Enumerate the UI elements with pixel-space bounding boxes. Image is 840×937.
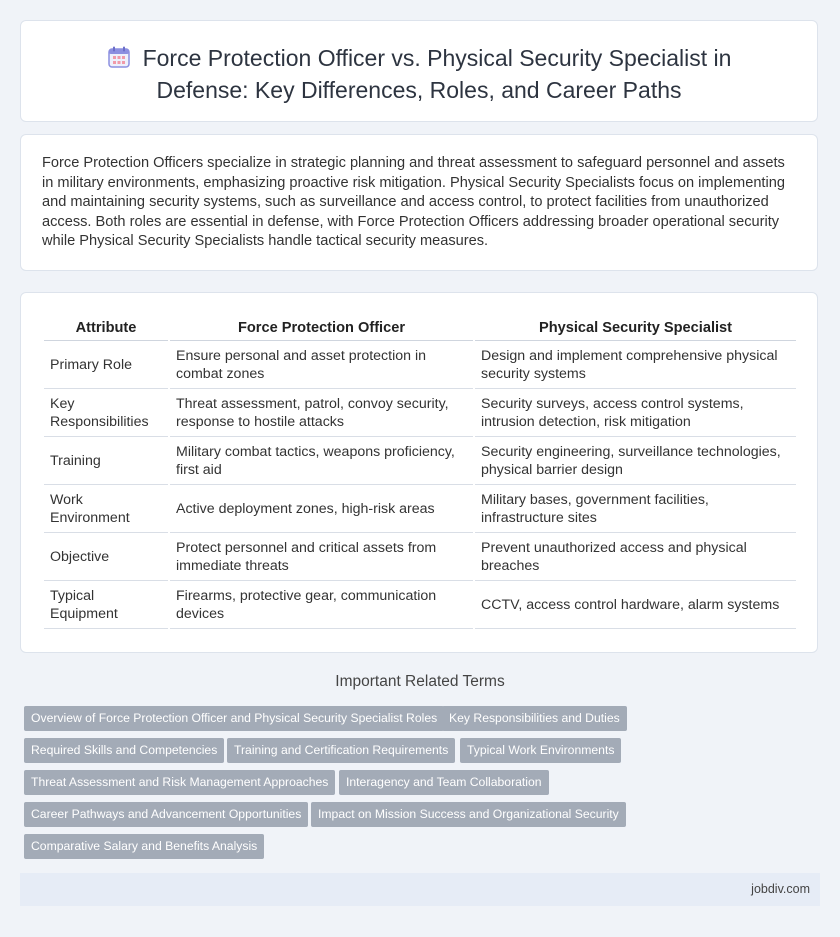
intro-paragraph: Force Protection Officers specialize in strategic planning and threat assessment to safeguard personnel and assets in military environments, emphasizing proactive risk mitigation. Physical Security Specialists focus on implementing and maintaining security systems, such as surveillance and access control, to protect facilities from unauthorized access. Both roles are essential in defense, with Force Protection Officers addressing broader operational security while Physical Security Specialists handle tactical security measures. <box>42 155 785 250</box>
related-tag[interactable]: Required Skills and Competencies <box>24 738 224 763</box>
table-row <box>44 389 796 437</box>
table-row <box>44 533 796 581</box>
title-line-1: Force Protection Officer vs. Physical Security Specialist in <box>142 45 732 71</box>
row-fpo-value: Ensure personal and asset protection in combat zones <box>170 341 473 389</box>
row-pss-value: Prevent unauthorized access and physical breaches <box>475 533 796 581</box>
row-pss-value: Military bases, government facilities, infrastructure sites <box>475 485 796 533</box>
row-attribute: Primary Role <box>44 341 168 389</box>
header-physical-security-specialist: Physical Security Specialist <box>475 314 796 341</box>
row-pss-value: Security surveys, access control systems, intrusion detection, risk mitigation <box>475 389 796 437</box>
related-tag[interactable]: Key Responsibilities and Duties <box>442 706 627 731</box>
row-attribute: Work Environment <box>44 485 168 533</box>
comparison-table <box>42 314 798 629</box>
header-attribute: Attribute <box>44 314 168 341</box>
table-row <box>44 341 796 389</box>
row-pss-value: Design and implement comprehensive physical security systems <box>475 341 796 389</box>
related-terms-heading: Important Related Terms <box>335 673 505 690</box>
row-pss-value: Security engineering, surveillance technologies, physical barrier design <box>475 437 796 485</box>
footer <box>20 873 820 906</box>
table-row <box>44 437 796 485</box>
row-fpo-value: Firearms, protective gear, communication devices <box>170 581 473 629</box>
page-title <box>21 44 817 105</box>
related-tag[interactable]: Training and Certification Requirements <box>227 738 455 763</box>
row-fpo-value: Military combat tactics, weapons proficiency, first aid <box>170 437 473 485</box>
intro-card <box>20 134 818 271</box>
row-fpo-value: Active deployment zones, high-risk areas <box>170 485 473 533</box>
table-row <box>44 485 796 533</box>
row-attribute: Objective <box>44 533 168 581</box>
related-tag[interactable]: Typical Work Environments <box>460 738 621 763</box>
footer-site-link[interactable]: jobdiv.com <box>751 882 810 896</box>
title-line-2: Defense: Key Differences, Roles, and Career Paths <box>156 77 682 103</box>
header-force-protection-officer: Force Protection Officer <box>170 314 473 341</box>
related-tag[interactable]: Impact on Mission Success and Organizational Security <box>311 802 626 827</box>
related-tag[interactable]: Threat Assessment and Risk Management Approaches <box>24 770 335 795</box>
row-attribute: Key Responsibilities <box>44 389 168 437</box>
row-attribute: Training <box>44 437 168 485</box>
related-tag[interactable]: Career Pathways and Advancement Opportunities <box>24 802 308 827</box>
row-fpo-value: Threat assessment, patrol, convoy security, response to hostile attacks <box>170 389 473 437</box>
related-tag[interactable]: Interagency and Team Collaboration <box>339 770 549 795</box>
table-header-row <box>44 314 796 341</box>
related-tag[interactable]: Overview of Force Protection Officer and Physical Security Specialist Roles <box>24 706 444 731</box>
row-pss-value: CCTV, access control hardware, alarm systems <box>475 581 796 629</box>
header-card <box>20 20 818 122</box>
related-tag[interactable]: Comparative Salary and Benefits Analysis <box>24 834 264 859</box>
calendar-icon <box>107 45 131 76</box>
table-row <box>44 581 796 629</box>
comparison-table-card <box>20 292 818 653</box>
row-attribute: Typical Equipment <box>44 581 168 629</box>
row-fpo-value: Protect personnel and critical assets from immediate threats <box>170 533 473 581</box>
